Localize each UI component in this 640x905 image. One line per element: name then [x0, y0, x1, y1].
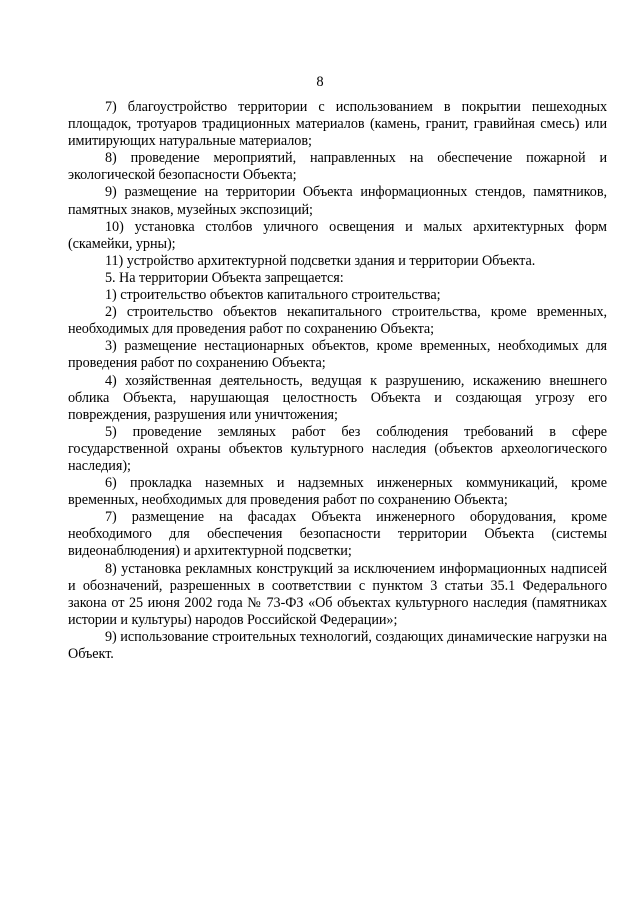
paragraph-prohibited-6: 6) прокладка наземных и надземных инженерных коммуникаций, кроме временных, необходимых для проведения работ по сохранению Объекта;: [68, 475, 607, 509]
section-heading-prohibited: 5. На территории Объекта запрещается:: [105, 269, 344, 286]
paragraph-allowed-7: 7) благоустройство территории с использованием в покрытии пешеходных площадок, тротуаров традиционных материалов (камень, гранит, гравийная смесь) или имитирующих натуральные материалов;: [68, 99, 607, 150]
paragraph-prohibited-4: 4) хозяйственная деятельность, ведущая к разрушению, искажению внешнего облика Объекта, нарушающая целостность Объекта и создающая угрозу его повреждения, разрушения или уничтожения;: [68, 372, 607, 423]
paragraph-prohibited-3: 3) размещение нестационарных объектов, кроме временных, необходимых для проведения работ по сохранению Объекта;: [68, 338, 607, 372]
paragraph-allowed-8: 8) проведение мероприятий, направленных на обеспечение пожарной и экологической безопасности Объекта;: [68, 150, 607, 184]
document-body: [68, 99, 607, 663]
paragraph-allowed-10: 10) установка столбов уличного освещения и малых архитектурных форм (скамейки, урны);: [68, 218, 607, 252]
paragraph-prohibited-8: 8) установка рекламных конструкций за исключением информационных надписей и обозначений, разрешенных в соответствии с пунктом 3 статьи 35.1 Федерального закона от 25 июня 2002 года № 73-ФЗ «Об объектах культурного наследия (памятниках истории и культуры) народов Российской Федерации»;: [68, 560, 607, 628]
paragraph-prohibited-7: 7) размещение на фасадах Объекта инженерного оборудования, кроме необходимого для обеспечения безопасности территории Объекта (системы видеонаблюдения) и архитектурной подсветки;: [68, 509, 607, 560]
page-number: 8: [316, 74, 324, 90]
paragraph-allowed-11: 11) устройство архитектурной подсветки здания и территории Объекта.: [105, 252, 536, 269]
paragraph-prohibited-5: 5) проведение земляных работ без соблюдения требований в сфере государственной охраны объектов культурного наследия (объектов археологического наследия);: [68, 423, 607, 474]
paragraph-allowed-9: 9) размещение на территории Объекта информационных стендов, памятников, памятных знаков, музейных экспозиций;: [68, 184, 607, 218]
paragraph-prohibited-2: 2) строительство объектов некапитального строительства, кроме временных, необходимых для проведения работ по сохранению Объекта;: [68, 304, 607, 338]
paragraph-prohibited-9: 9) использование строительных технологий, создающих динамические нагрузки на Объект.: [68, 628, 607, 662]
paragraph-prohibited-1: 1) строительство объектов капитального строительства;: [105, 287, 441, 304]
